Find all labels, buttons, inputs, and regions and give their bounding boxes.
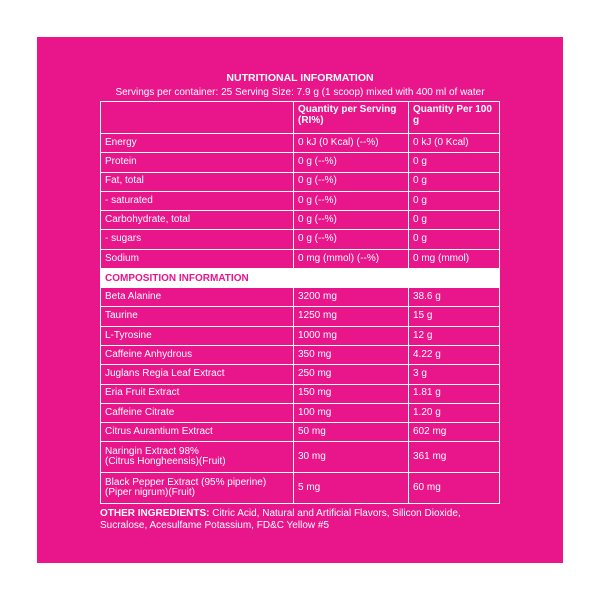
other-ingredients-label: OTHER INGREDIENTS: [100, 508, 210, 519]
row-per-100g-cell: 60 mg [413, 482, 441, 494]
header-per-100g: Quantity Per 100 g [413, 104, 492, 126]
row-name-cell: - sugars [101, 230, 294, 248]
row-per-100g-cell: 4.22 g [413, 348, 441, 360]
table-row [101, 250, 499, 269]
row-per-100g-cell: 12 g [413, 329, 433, 341]
table-row [101, 192, 499, 211]
row-name-cell: L-Tyrosine [101, 327, 294, 345]
table-row [101, 423, 499, 442]
table-row [101, 134, 499, 153]
table-row [101, 230, 499, 249]
row-per-serving-cell: 0 mg (mmol) (--%) [294, 250, 409, 268]
table-row [101, 365, 499, 384]
row-per-serving-cell: 0 g (--%) [294, 192, 409, 210]
row-per-100g-cell: 0 g [413, 233, 427, 245]
row-name-cell: Eria Fruit Extract [101, 385, 294, 403]
header-name-cell [101, 102, 294, 133]
serving-info: Servings per container: 25 Serving Size: 7.9 g (1 scoop) mixed with 400 ml of water [115, 87, 485, 98]
table-row [101, 404, 499, 423]
table-row [101, 211, 499, 230]
table-row [101, 385, 499, 404]
row-name-cell: Black Pepper Extract (95% piperine) (Piper nigrum)(Fruit) [101, 473, 294, 503]
row-name-cell: Juglans Regia Leaf Extract [101, 365, 294, 383]
row-name-cell: Citrus Aurantium Extract [101, 423, 294, 441]
row-per-100g-cell: 1.81 g [413, 387, 441, 399]
row-name-cell: Caffeine Anhydrous [101, 346, 294, 364]
row-per-serving-cell: 150 mg [294, 385, 409, 403]
row-name-cell: Caffeine Citrate [101, 404, 294, 422]
row-per-100g-cell: 0 kJ (0 Kcal) [413, 136, 469, 148]
row-per-serving-cell: 0 g (--%) [294, 211, 409, 229]
row-per-serving-cell: 5 mg [294, 473, 409, 503]
row-name-cell: Naringin Extract 98% (Citrus Hongheensis)(Fruit) [101, 442, 294, 472]
row-per-100g-cell: 15 g [413, 310, 433, 322]
row-name-cell: Energy [101, 134, 294, 152]
row-per-100g-cell: 361 mg [413, 451, 447, 463]
row-per-100g-cell: 0 g [413, 156, 427, 168]
row-per-serving-cell: 3200 mg [294, 288, 409, 306]
row-per-100g-cell: 38.6 g [413, 290, 441, 302]
row-name-cell: Fat, total [101, 173, 294, 191]
table-header-row [101, 102, 499, 134]
other-ingredients [100, 508, 500, 532]
row-name-cell: - saturated [101, 192, 294, 210]
row-name-cell: Protein [101, 153, 294, 171]
table-row [101, 153, 499, 172]
row-per-100g-cell: 1.20 g [413, 406, 441, 418]
row-name-cell: Sodium [101, 250, 294, 268]
table-row [101, 327, 499, 346]
row-per-serving-cell: 0 g (--%) [294, 153, 409, 171]
table-row [101, 288, 499, 307]
row-name-cell: Beta Alanine [101, 288, 294, 306]
row-per-100g-cell: 0 g [413, 175, 427, 187]
row-per-serving-cell: 0 g (--%) [294, 230, 409, 248]
row-per-serving-cell: 350 mg [294, 346, 409, 364]
row-per-serving-cell: 30 mg [294, 442, 409, 472]
label-title: NUTRITIONAL INFORMATION [226, 72, 374, 84]
header-per-serving: Quantity per Serving (RI%) [294, 102, 409, 133]
composition-rows [101, 288, 499, 503]
row-per-serving-cell: 250 mg [294, 365, 409, 383]
row-per-100g-cell: 3 g [413, 368, 427, 380]
row-per-100g-cell: 0 g [413, 214, 427, 226]
table-row [101, 346, 499, 365]
row-per-100g-cell: 602 mg [413, 426, 447, 438]
composition-heading: COMPOSITION INFORMATION [101, 269, 499, 288]
table-row [101, 307, 499, 326]
row-name-cell: Taurine [101, 307, 294, 325]
table-row [101, 442, 499, 473]
table-row [101, 173, 499, 192]
row-per-100g-cell: 0 g [413, 194, 427, 206]
row-per-serving-cell: 1000 mg [294, 327, 409, 345]
table-row [101, 473, 499, 503]
nutrition-table [100, 101, 500, 504]
row-per-serving-cell: 50 mg [294, 423, 409, 441]
row-per-100g-cell: 0 mg (mmol) [413, 252, 470, 264]
row-per-serving-cell: 0 kJ (0 Kcal) (--%) [294, 134, 409, 152]
row-per-serving-cell: 1250 mg [294, 307, 409, 325]
other-ingredients-text: Citric Acid, Natural and Artificial Flavors, Silicon Dioxide, Sucralose, Acesulfame Potassium, FD&C Yellow #5 [100, 508, 461, 531]
row-per-serving-cell: 100 mg [294, 404, 409, 422]
nutrition-rows [101, 134, 499, 269]
row-per-serving-cell: 0 g (--%) [294, 173, 409, 191]
row-name-cell: Carbohydrate, total [101, 211, 294, 229]
nutrition-label-panel [37, 37, 563, 563]
